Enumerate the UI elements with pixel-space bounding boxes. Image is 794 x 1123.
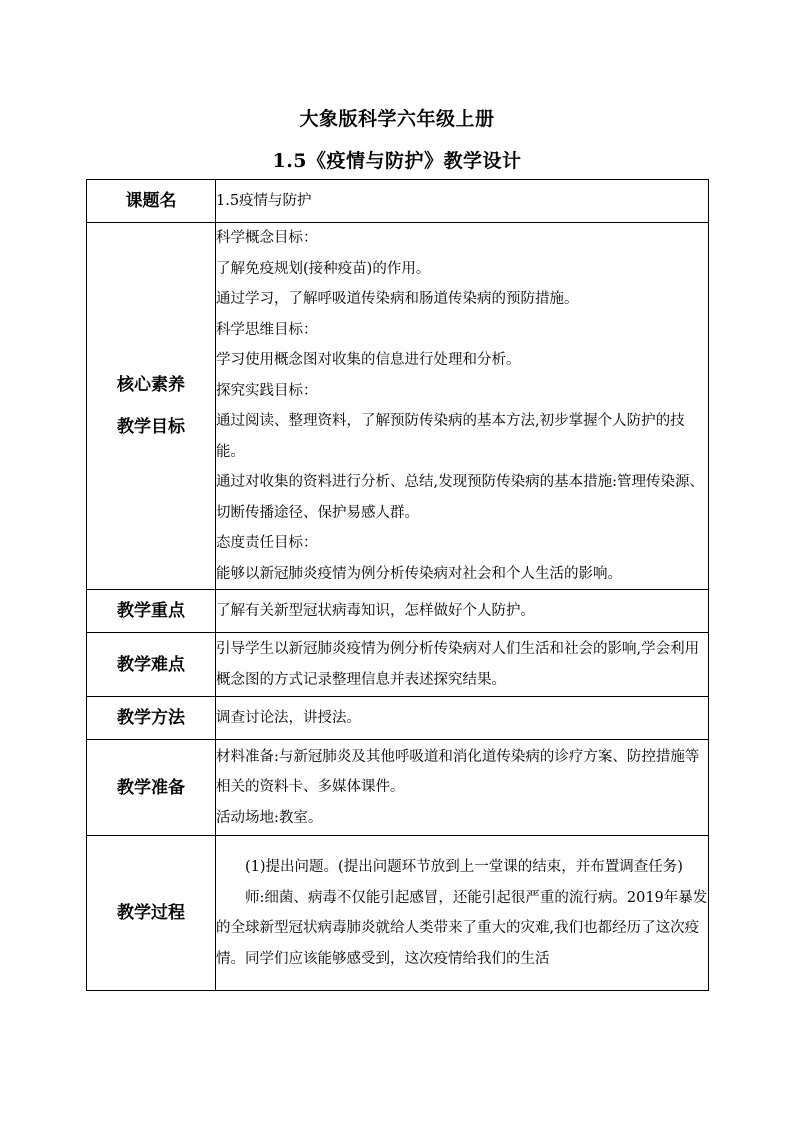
goal-line: 能够以新冠肺炎疫情为例分析传染病对社会和个人生活的影响。 xyxy=(216,565,622,582)
difficulty-label: 教学难点 xyxy=(87,633,216,697)
goal-line: 科学思维目标： xyxy=(216,321,318,338)
process-line: 师:细菌、病毒不仅能引起感冒，还能引起很严重的流行病。2019年暴发的全球新型冠状病毒肺炎就给人类带来了重大的灾难,我们也都经历了这次疫情。同学们应该能够感受到，这次疫情给我们的生活 xyxy=(216,889,708,967)
preparation-line: 活动场地:教室。 xyxy=(216,809,323,826)
process-line: (1)提出问题。(提出问题环节放到上一堂课的结束，并布置调查任务) xyxy=(245,859,683,875)
table-row-key-point xyxy=(87,590,709,633)
key-point-value: 了解有关新型冠状病毒知识，怎样做好个人防护。 xyxy=(216,590,709,633)
process-label: 教学过程 xyxy=(87,836,216,991)
preparation-label: 教学准备 xyxy=(87,740,216,836)
goals-label xyxy=(87,223,216,590)
goals-label-line1: 核心素养 xyxy=(117,375,185,395)
topic-label: 课题名 xyxy=(87,180,216,223)
goal-line: 通过阅读、整理资料，了解预防传染病的基本方法,初步掌握个人防护的技能。 xyxy=(216,413,685,460)
goals-content xyxy=(216,223,709,590)
method-value: 调查讨论法，讲授法。 xyxy=(216,697,709,740)
table-row-preparation xyxy=(87,740,709,836)
process-content xyxy=(216,836,709,991)
key-point-label: 教学重点 xyxy=(87,590,216,633)
table-row-method xyxy=(87,697,709,740)
preparation-line: 材料准备:与新冠肺炎及其他呼吸道和消化道传染病的诊疗方案、防控措施等相关的资料卡、多媒体课件。 xyxy=(216,748,700,796)
goal-line: 通过学习，了解呼吸道传染病和肠道传染病的预防措施。 xyxy=(216,291,579,307)
goal-line: 探究实践目标： xyxy=(216,382,318,399)
goal-line: 科学概念目标： xyxy=(216,230,318,246)
method-label: 教学方法 xyxy=(87,697,216,740)
goal-line: 了解免疫规划(接种疫苗)的作用。 xyxy=(216,260,431,277)
goals-label-line2: 教学目标 xyxy=(117,417,185,437)
lesson-plan-table xyxy=(86,179,709,991)
goal-line: 学习使用概念图对收集的信息进行处理和分析。 xyxy=(216,352,521,368)
table-row-process xyxy=(87,836,709,991)
table-row-goals xyxy=(87,223,709,590)
document-subtitle: 1.5《疫情与防护》教学设计 xyxy=(272,150,522,172)
goal-line: 态度责任目标： xyxy=(216,535,318,551)
preparation-content xyxy=(216,740,709,836)
document-title: 大象版科学六年级上册 xyxy=(299,108,495,130)
difficulty-value: 引导学生以新冠肺炎疫情为例分析传染病对人们生活和社会的影响,学会利用概念图的方式记录整理信息并表述探究结果。 xyxy=(216,633,709,697)
goal-line: 通过对收集的资料进行分析、总结,发现预防传染病的基本措施:管理传染源、切断传播途径、保护易感人群。 xyxy=(216,474,704,521)
table-row-difficulty xyxy=(87,633,709,697)
table-row-topic xyxy=(87,180,709,223)
topic-value: 1.5疫情与防护 xyxy=(216,180,709,223)
